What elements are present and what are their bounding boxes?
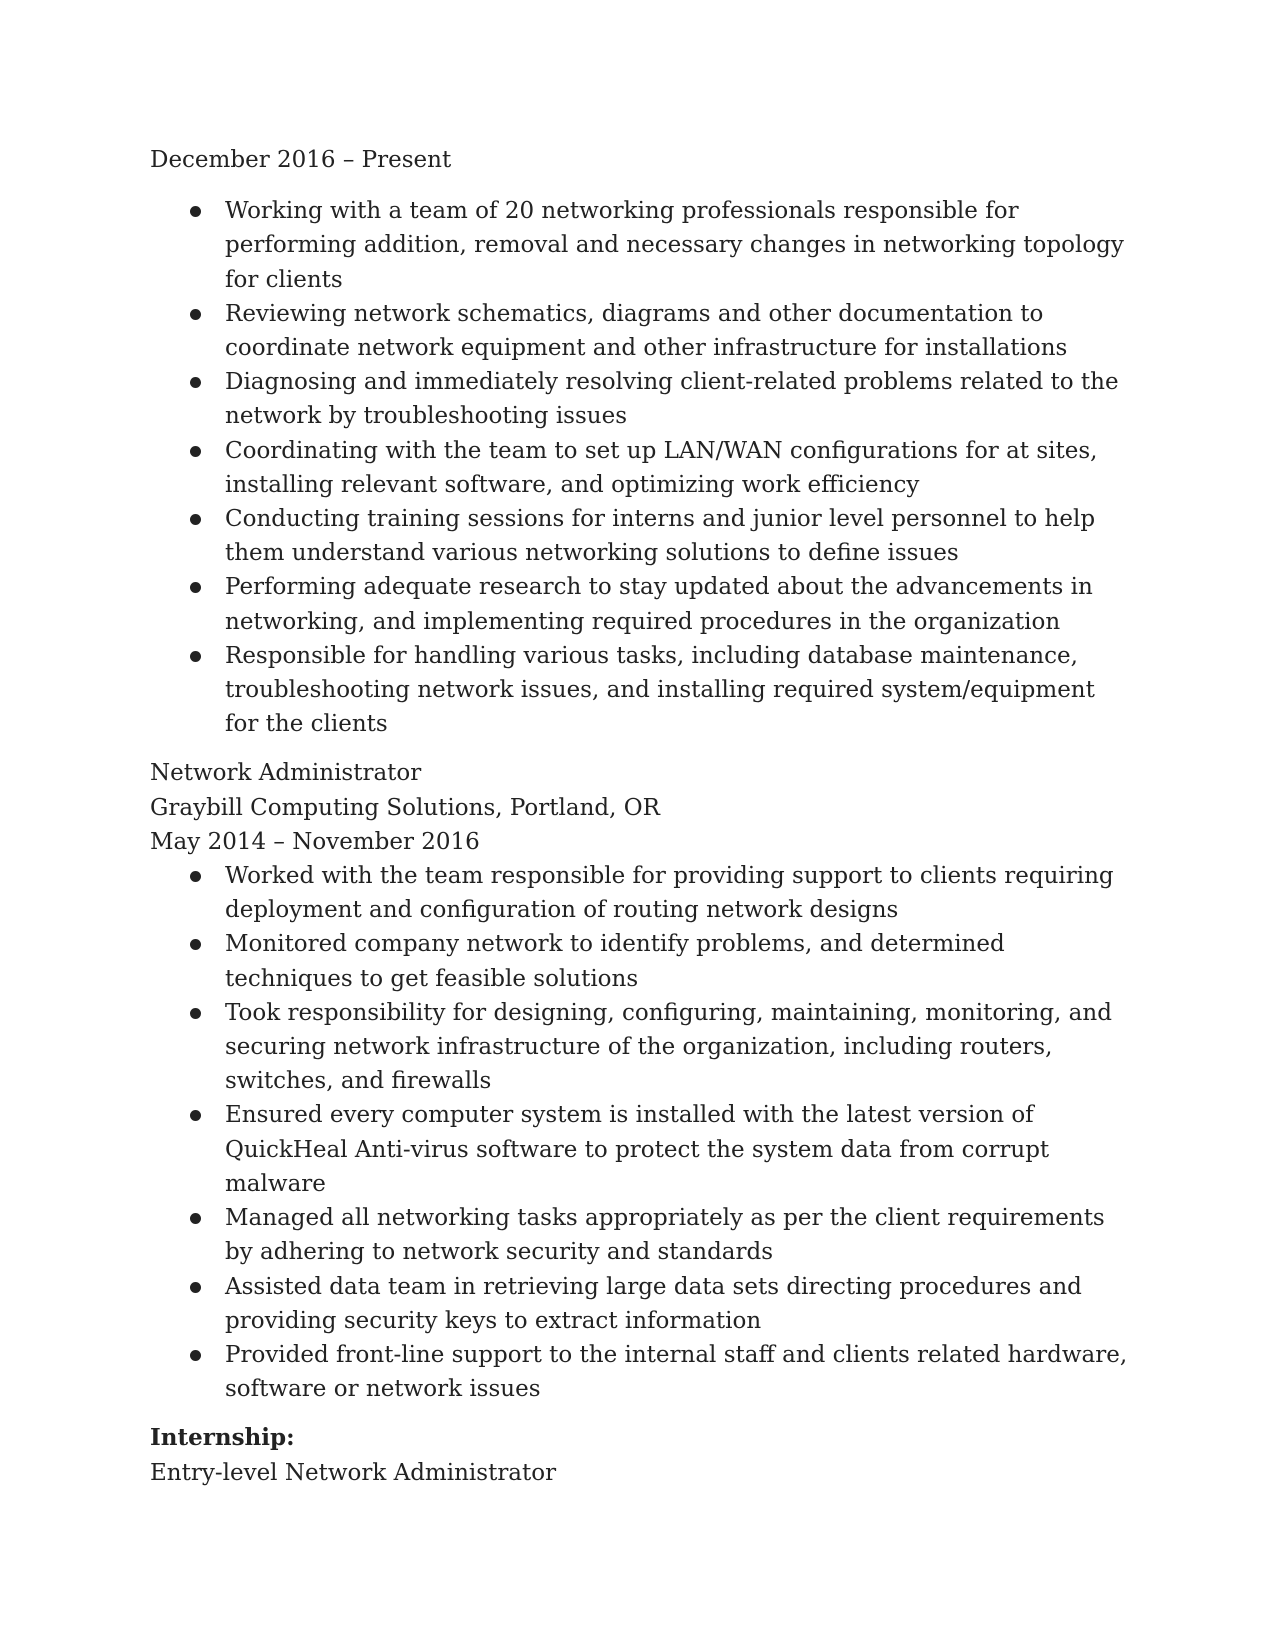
list-item: [150, 859, 1130, 927]
list-item: [150, 570, 1130, 638]
list-item: [150, 1270, 1130, 1338]
list-item: [150, 434, 1130, 502]
bullet-icon: [190, 377, 201, 388]
spacer: [150, 741, 1130, 756]
bullet-icon: [190, 1008, 201, 1019]
bullet-text: Diagnosing and immediately resolving client-related problems related to the network by troubleshooting issues: [225, 369, 1119, 430]
job1-bullet-list: [150, 194, 1130, 741]
job2-title: Network Administrator: [150, 760, 422, 787]
bullet-text: Performing adequate research to stay updated about the advancements in networking, and implementing required procedures in the organization: [225, 574, 1093, 635]
bullet-text: Ensured every computer system is installed with the latest version of QuickHeal Anti-virus software to protect the system data from corrupt malware: [225, 1102, 1050, 1197]
bullet-text: Monitored company network to identify problems, and determined techniques to get feasible solutions: [225, 931, 1005, 992]
internship-heading: Internship:: [150, 1424, 295, 1452]
bullet-text: Responsible for handling various tasks, including database maintenance, troubleshooting network issues, and installing required system/equipment for the clients: [225, 642, 1095, 738]
job1-dates: December 2016 – Present: [150, 147, 452, 173]
bullet-icon: [190, 514, 201, 525]
spacer: [150, 1406, 1130, 1421]
job2-bullet-list: [150, 859, 1130, 1406]
bullet-icon: [190, 582, 201, 593]
bullet-icon: [190, 1110, 201, 1121]
list-item: [150, 1201, 1130, 1269]
list-item: [150, 1098, 1130, 1201]
job2-dates: May 2014 – November 2016: [150, 828, 480, 855]
bullet-icon: [190, 1282, 201, 1293]
bullet-icon: [190, 651, 201, 662]
bullet-text: Took responsibility for designing, configuring, maintaining, monitoring, and securing network infrastructure of the organization, including routers, switches, and firewalls: [225, 999, 1112, 1095]
list-item: [150, 365, 1130, 433]
list-item: [150, 502, 1130, 570]
bullet-text: Coordinating with the team to set up LAN/WAN configurations for at sites, installing relevant software, and optimizing work efficiency: [225, 437, 1098, 498]
list-item: [150, 194, 1130, 297]
resume-page: [150, 143, 1130, 1490]
bullet-icon: [190, 309, 201, 320]
bullet-icon: [190, 1350, 201, 1361]
bullet-icon: [190, 206, 201, 217]
list-item: [150, 996, 1130, 1099]
job2-company: Graybill Computing Solutions, Portland, OR: [150, 794, 660, 821]
bullet-icon: [190, 446, 201, 457]
bullet-icon: [190, 1213, 201, 1224]
bullet-text: Assisted data team in retrieving large data sets directing procedures and providing security keys to extract information: [225, 1273, 1082, 1334]
bullet-text: Provided front-line support to the internal staff and clients related hardware, software or network issues: [225, 1341, 1128, 1403]
bullet-text: Worked with the team responsible for providing support to clients requiring deployment and configuration of routing network designs: [225, 863, 1114, 924]
bullet-icon: [190, 871, 201, 882]
list-item: [150, 639, 1130, 742]
bullet-text: Conducting training sessions for interns and junior level personnel to help them understand various networking solutions to define issues: [225, 506, 1096, 567]
bullet-text: Working with a team of 20 networking professionals responsible for performing addition, removal and necessary changes in networking topology for clients: [225, 198, 1124, 293]
bullet-icon: [190, 939, 201, 950]
list-item: [150, 297, 1130, 365]
bullet-text: Reviewing network schematics, diagrams and other documentation to coordinate network equipment and other infrastructure for installations: [225, 300, 1068, 362]
internship-title: Entry-level Network Administrator: [150, 1459, 557, 1486]
list-item: [150, 1338, 1130, 1406]
list-item: [150, 927, 1130, 995]
bullet-text: Managed all networking tasks appropriately as per the client requirements by adhering to network security and standards: [225, 1205, 1105, 1266]
spacer: [150, 177, 1130, 194]
